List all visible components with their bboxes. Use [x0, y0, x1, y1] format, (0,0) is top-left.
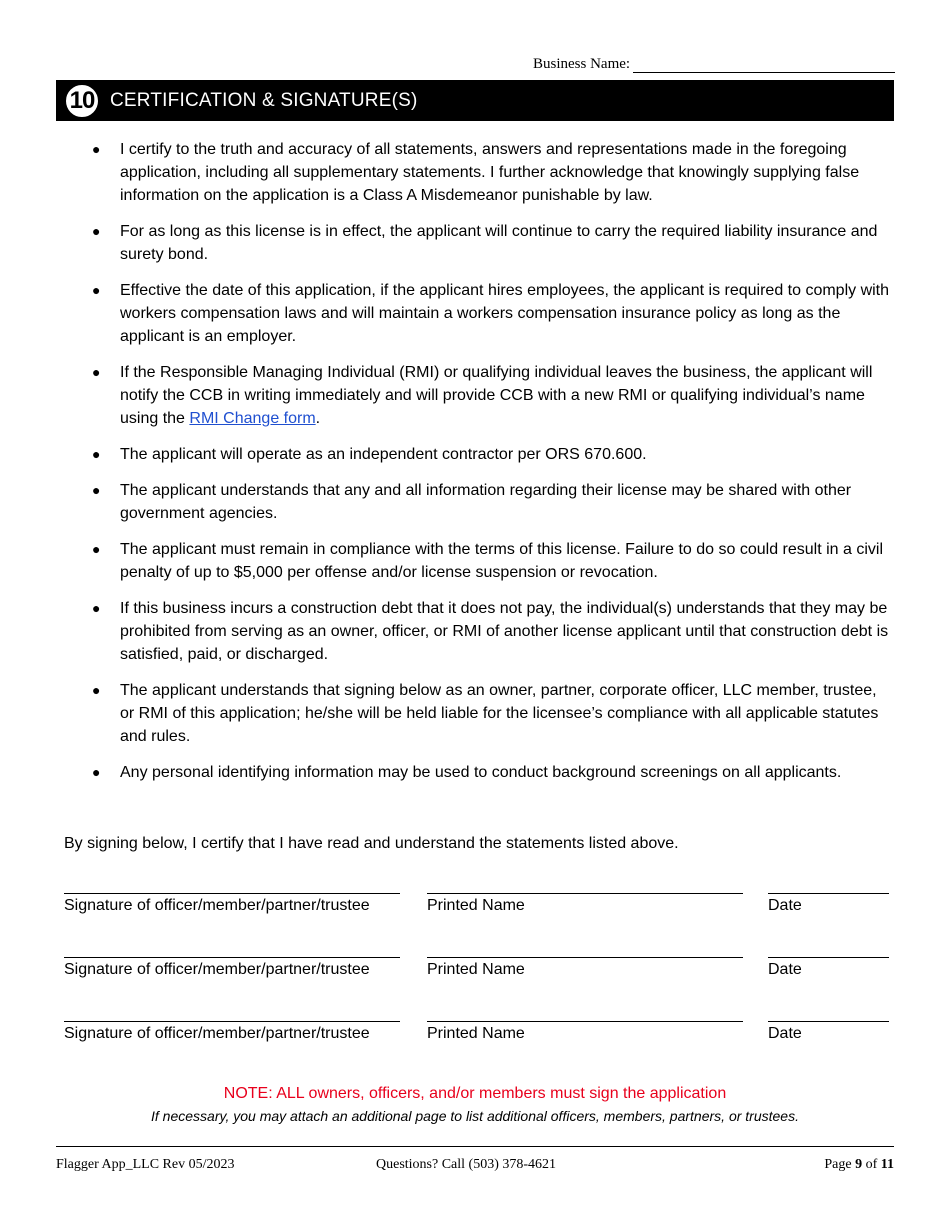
signature-note: NOTE: ALL owners, officers, and/or members must sign the application	[223, 1085, 727, 1102]
date-line[interactable]	[768, 940, 889, 958]
signature-field[interactable]	[64, 940, 400, 979]
signature-line[interactable]	[64, 940, 400, 958]
statement-text: I certify to the truth and accuracy of all statements, answers and representations made in the foregoing application, including all supplementary statements. I further acknowledge that knowingly supplying false information on the application is a Class A Misdemeanor punishable by law.	[120, 141, 860, 204]
statement-item	[92, 443, 892, 466]
section-number-badge: 10	[64, 83, 100, 119]
statement-text: If the Responsible Managing Individual (RMI) or qualifying individual leaves the business, the applicant will notify the CCB in writing immediately and will provide CCB with a new RMI or qualifying individual’s name using the	[120, 364, 873, 427]
printed-name-field[interactable]	[427, 1004, 743, 1043]
bullet-icon: ●	[92, 141, 101, 157]
statement-item	[92, 761, 892, 784]
date-line[interactable]	[768, 876, 889, 894]
statement-text: Effective the date of this application, if the applicant hires employees, the applicant is required to comply with workers compensation laws and will maintain a workers compensation insurance policy as long as the applicant is an employer.	[120, 282, 890, 345]
page-number	[824, 1157, 894, 1173]
section-title: CERTIFICATION & SIGNATURE(S)	[110, 89, 418, 111]
page-of: of	[862, 1157, 881, 1172]
date-label: Date	[768, 897, 802, 914]
certify-statement: By signing below, I certify that I have read and understand the statements listed above.	[64, 835, 679, 852]
statement-text: For as long as this license is in effect, the applicant will continue to carry the required liability insurance and surety bond.	[120, 223, 878, 263]
statement-item	[92, 138, 892, 207]
statement-item	[92, 479, 892, 525]
certification-statements	[92, 138, 892, 797]
printed-name-field[interactable]	[427, 876, 743, 915]
date-field[interactable]	[768, 876, 889, 915]
printed-name-field[interactable]	[427, 940, 743, 979]
printed-name-label: Printed Name	[427, 897, 525, 914]
bullet-icon: ●	[92, 682, 101, 698]
statement-item	[92, 597, 892, 666]
footer-divider	[56, 1146, 894, 1147]
date-field[interactable]	[768, 1004, 889, 1043]
bullet-icon: ●	[92, 282, 101, 298]
bullet-icon: ●	[92, 541, 101, 557]
bullet-icon: ●	[92, 364, 101, 380]
signature-label: Signature of officer/member/partner/trustee	[64, 961, 370, 978]
statement-text-end: .	[315, 410, 321, 427]
statement-item	[92, 538, 892, 584]
date-line[interactable]	[768, 1004, 889, 1022]
statement-item	[92, 279, 892, 348]
signature-line[interactable]	[64, 1004, 400, 1022]
contact-phone: Questions? Call (503) 378-4621	[376, 1157, 557, 1172]
bullet-icon: ●	[92, 446, 101, 462]
date-label: Date	[768, 1025, 802, 1042]
business-name-field[interactable]	[533, 56, 895, 73]
printed-name-label: Printed Name	[427, 961, 525, 978]
statement-text: The applicant will operate as an independent contractor per ORS 670.600.	[120, 446, 647, 463]
rmi-change-form-link[interactable]: RMI Change form	[189, 410, 316, 427]
printed-name-line[interactable]	[427, 876, 743, 894]
section-header	[56, 80, 894, 121]
signature-row	[0, 940, 950, 990]
bullet-icon: ●	[92, 482, 101, 498]
signature-field[interactable]	[64, 876, 400, 915]
statement-item	[92, 679, 892, 748]
statement-text: The applicant understands that any and all information regarding their license may be shared with other government agencies.	[120, 482, 852, 522]
signature-row	[0, 1004, 950, 1054]
statement-text: The applicant must remain in compliance with the terms of this license. Failure to do so could result in a civil penalty of up to $5,000 per offense and/or license suspension or revocation.	[120, 541, 884, 581]
bullet-icon: ●	[92, 600, 101, 616]
bullet-icon: ●	[92, 764, 101, 780]
statement-item	[92, 220, 892, 266]
printed-name-line[interactable]	[427, 940, 743, 958]
signature-row	[0, 876, 950, 926]
signature-line[interactable]	[64, 876, 400, 894]
statement-text: If this business incurs a construction debt that it does not pay, the individual(s) understands that they may be prohibited from serving as an owner, officer, or RMI of another license applicant until that construction debt is satisfied, paid, or discharged.	[120, 600, 889, 663]
business-name-label: Business Name:	[533, 56, 631, 72]
printed-name-label: Printed Name	[427, 1025, 525, 1042]
signature-note-sub: If necessary, you may attach an additional page to list additional officers, members, partners, or trustees.	[151, 1108, 799, 1124]
signature-label: Signature of officer/member/partner/trustee	[64, 897, 370, 914]
page-prefix: Page	[824, 1157, 856, 1172]
page-total: 11	[880, 1157, 894, 1172]
signature-field[interactable]	[64, 1004, 400, 1043]
statement-item	[92, 361, 892, 430]
statement-text: The applicant understands that signing below as an owner, partner, corporate officer, LLC member, trustee, or RMI of this application; he/she will be held liable for the licensee’s compliance with all applicable statutes and rules.	[120, 682, 879, 745]
bullet-icon: ●	[92, 223, 101, 239]
business-name-line[interactable]	[633, 57, 895, 73]
page-footer	[56, 1157, 894, 1177]
page-current: 9	[855, 1157, 863, 1172]
date-field[interactable]	[768, 940, 889, 979]
signature-label: Signature of officer/member/partner/trustee	[64, 1025, 370, 1042]
date-label: Date	[768, 961, 802, 978]
form-revision: Flagger App_LLC Rev 05/2023	[56, 1157, 235, 1172]
statement-text: Any personal identifying information may be used to conduct background screenings on all applicants.	[120, 764, 842, 781]
printed-name-line[interactable]	[427, 1004, 743, 1022]
